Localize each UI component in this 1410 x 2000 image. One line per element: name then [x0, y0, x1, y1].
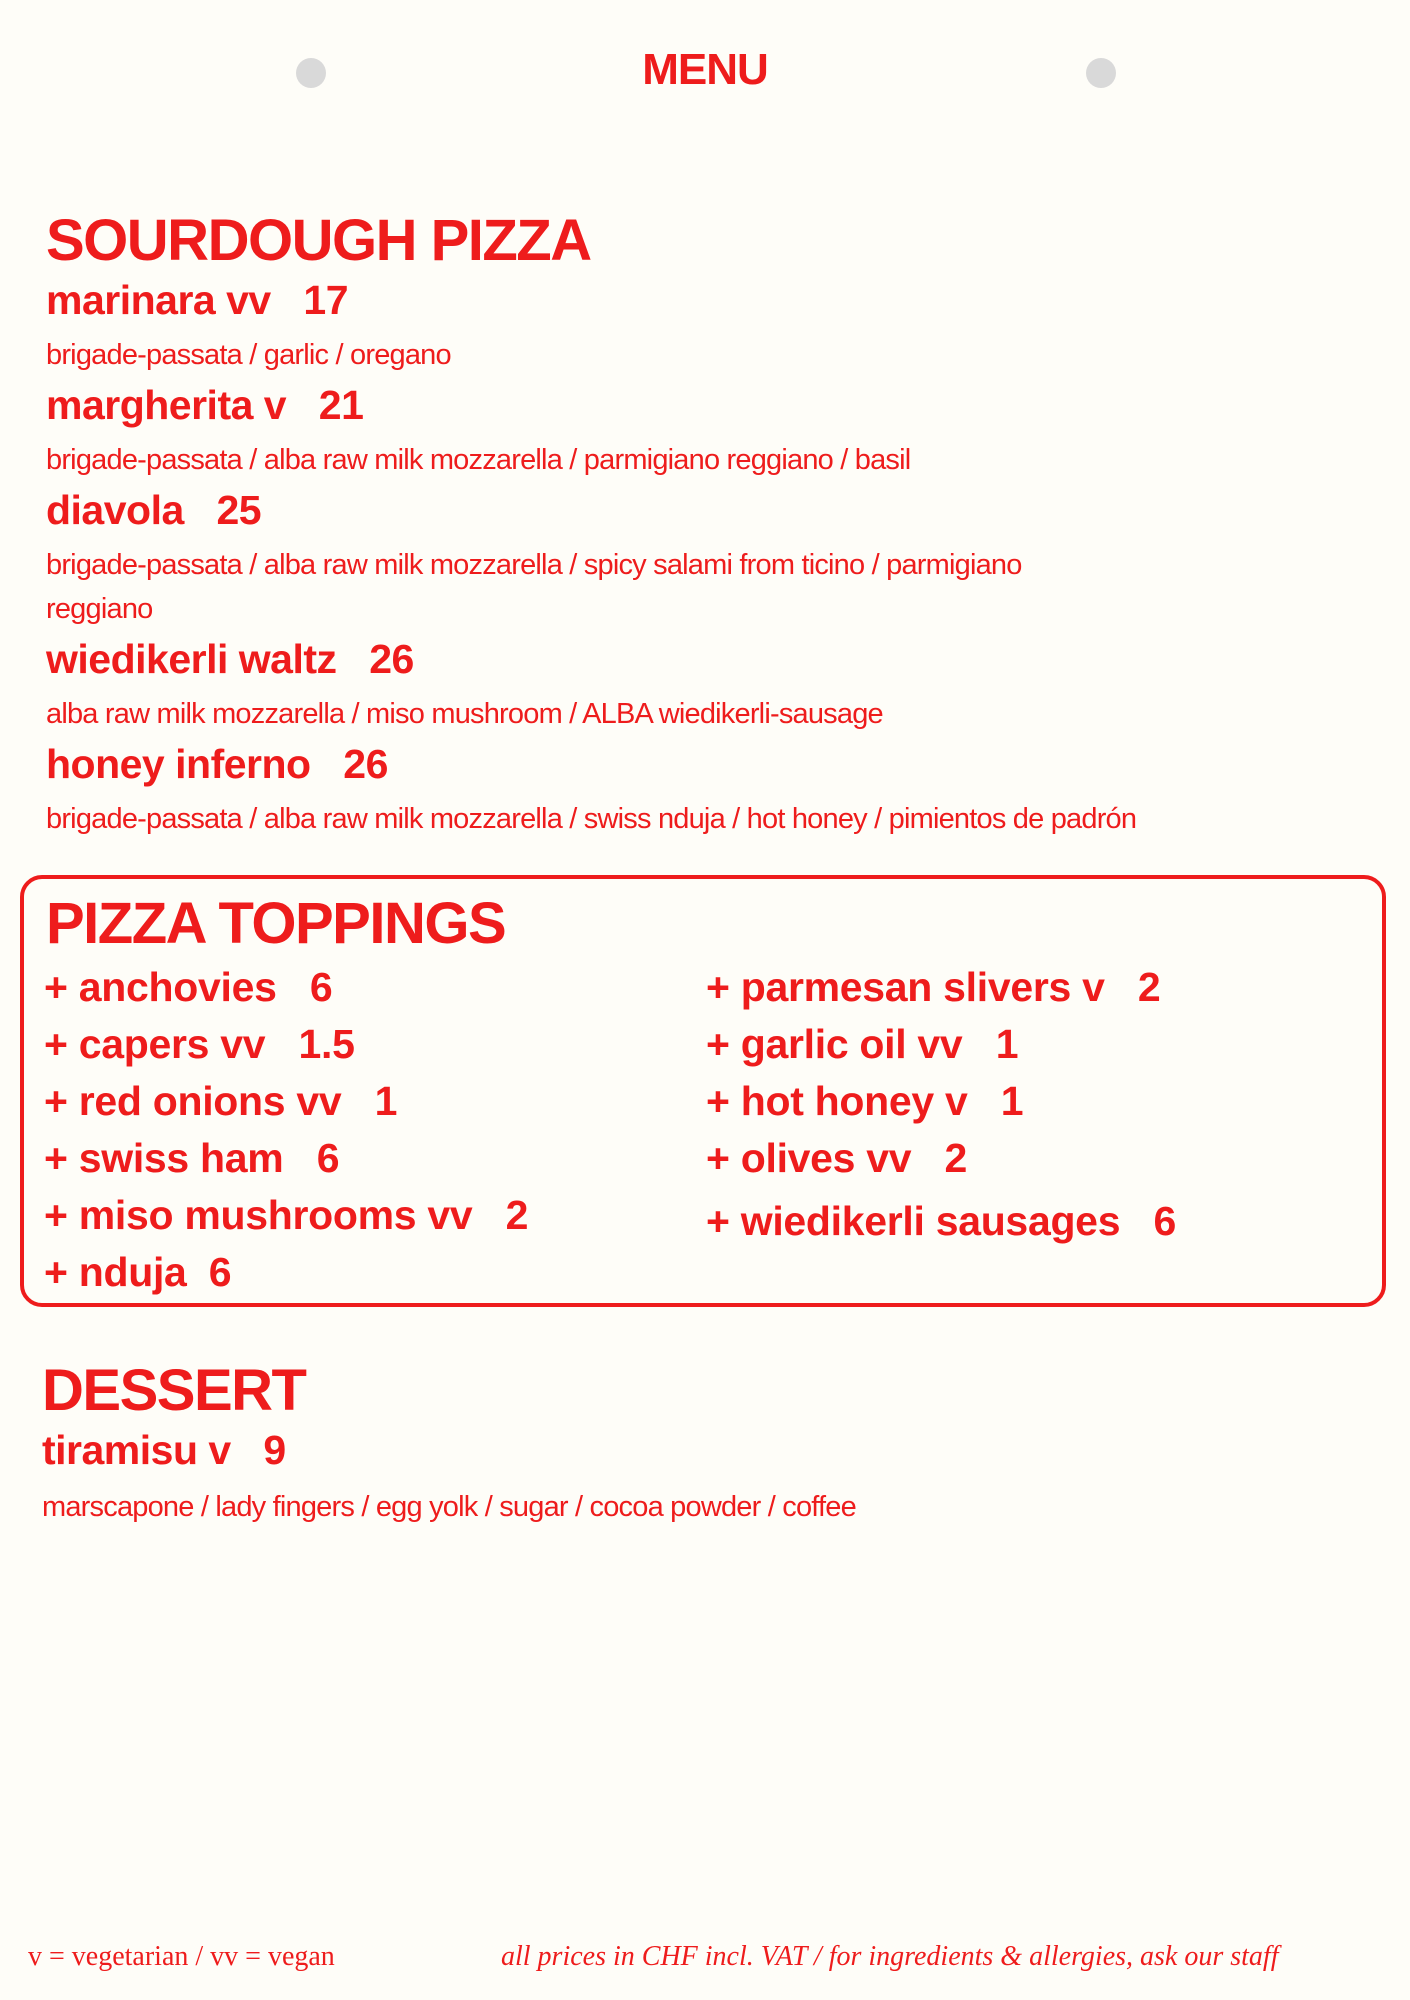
item-description: brigade-passata / alba raw milk mozzarella / spicy salami from ticino / parmigiano reggiano [46, 549, 1022, 625]
menu-item-marinara [46, 277, 1136, 377]
topping-item: + anchovies 6 [44, 964, 333, 1010]
punch-hole-right-icon [1086, 58, 1116, 88]
item-name: margherita v [46, 382, 287, 428]
item-description: marscapone / lady fingers / egg yolk / sugar / cocoa powder / coffee [42, 1491, 856, 1523]
item-price: 25 [216, 487, 262, 533]
topping-item: + swiss ham 6 [44, 1135, 340, 1181]
menu-item-margherita [46, 382, 1136, 482]
item-title [42, 1427, 856, 1473]
pizza-section-title: SOURDOUGH PIZZA [46, 208, 591, 273]
topping-item: + garlic oil vv 1 [706, 1021, 1019, 1067]
item-name: marinara vv [46, 277, 271, 323]
item-name: honey inferno [46, 741, 311, 787]
menu-item-wiedikerli-waltz [46, 636, 1136, 736]
diet-legend: v = vegetarian / vv = vegan [28, 1941, 335, 1972]
item-price: 26 [343, 741, 388, 787]
menu-item-honey-inferno [46, 741, 1137, 841]
pizza-section [46, 208, 1137, 841]
item-price: 21 [318, 382, 364, 428]
item-name: diavola [46, 487, 184, 533]
dessert-section [42, 1358, 856, 1529]
topping-item: + hot honey v 1 [706, 1078, 1024, 1124]
item-name: tiramisu v [42, 1427, 231, 1473]
menu-item-diavola [46, 487, 1136, 631]
item-price: 9 [263, 1427, 286, 1473]
toppings-box [20, 875, 1386, 1307]
item-description: alba raw milk mozzarella / miso mushroom / ALBA wiedikerli-sausage [46, 698, 883, 730]
menu-item-tiramisu [42, 1427, 856, 1529]
item-title [46, 636, 1136, 682]
item-price: 17 [303, 277, 349, 323]
topping-item: + parmesan slivers v 2 [706, 964, 1161, 1010]
item-description: brigade-passata / alba raw milk mozzarella / swiss nduja / hot honey / pimientos de padrón [46, 803, 1137, 835]
toppings-right-column [706, 959, 1176, 1250]
item-description: brigade-passata / garlic / oregano [46, 339, 451, 371]
topping-item: + nduja 6 [44, 1249, 232, 1295]
topping-item: + miso mushrooms vv 2 [44, 1192, 529, 1238]
topping-item: + olives vv 2 [706, 1135, 968, 1181]
item-title [46, 277, 1136, 323]
toppings-section-title: PIZZA TOPPINGS [46, 891, 506, 956]
toppings-left-column [44, 959, 528, 1301]
topping-item: + wiedikerli sausages 6 [706, 1198, 1176, 1244]
item-description: brigade-passata / alba raw milk mozzarella / parmigiano reggiano / basil [46, 444, 911, 476]
item-name: wiedikerli waltz [46, 636, 337, 682]
price-footnote: all prices in CHF incl. VAT / for ingredients & allergies, ask our staff [501, 1941, 1279, 1972]
item-title [46, 741, 1136, 787]
item-title [46, 382, 1136, 428]
topping-item: + capers vv 1.5 [44, 1021, 355, 1067]
item-price: 26 [369, 636, 414, 682]
dessert-section-title: DESSERT [42, 1358, 306, 1423]
menu-title: MENU [642, 45, 768, 94]
item-title [46, 487, 1136, 533]
topping-item: + red onions vv 1 [44, 1078, 398, 1124]
